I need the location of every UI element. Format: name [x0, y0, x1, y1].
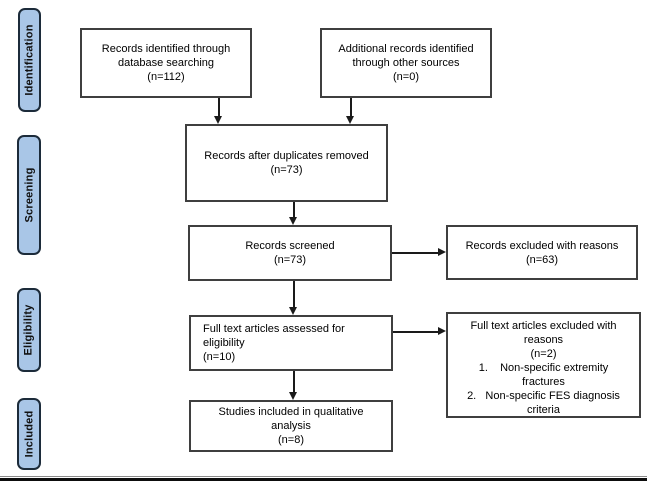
arrow-line	[293, 281, 295, 308]
box-text-line: (n=2)	[530, 348, 557, 360]
box-text-line: Records screened	[245, 240, 335, 252]
arrow-line	[293, 371, 295, 393]
arrowhead-down-icon	[346, 116, 354, 124]
box-text-line: Additional records identified	[338, 43, 474, 55]
arrow-line	[350, 98, 352, 117]
box-text-line: Records excluded with reasons	[465, 239, 619, 252]
stage-label-identification	[18, 8, 41, 112]
box-records-screened	[188, 225, 392, 281]
box-text-line: Studies included in qualitative	[218, 406, 364, 418]
box-text-line: (n=112)	[147, 71, 185, 83]
box-fulltext-assessed	[189, 315, 393, 371]
box-text-line: fractures	[522, 376, 565, 388]
box-studies-included	[189, 400, 393, 452]
box-text-line: (n=63)	[525, 253, 559, 266]
box-fulltext-excluded	[446, 312, 641, 418]
stage-label-screening	[17, 135, 41, 255]
arrow-line	[293, 202, 295, 218]
arrowhead-right-icon	[438, 248, 446, 256]
box-text-line: 1. Non-specific extremity	[478, 362, 609, 374]
box-text-line: Records identified through	[101, 43, 231, 55]
box-text-line: Records after duplicates removed	[204, 150, 369, 162]
box-text-line: (n=73)	[270, 164, 303, 176]
box-text-line: through other sources	[352, 57, 460, 69]
box-additional-records	[320, 28, 492, 98]
box-text-line: 2. Non-specific FES diagnosis	[467, 390, 620, 402]
arrowhead-down-icon	[289, 307, 297, 315]
stage-label-text: Included	[23, 410, 36, 458]
stage-label-text: Identification	[23, 24, 36, 96]
box-text-line: (n=8)	[278, 434, 304, 446]
arrow-line	[393, 331, 439, 333]
box-text-line: (n=0)	[393, 71, 419, 83]
box-duplicates-removed	[185, 124, 388, 202]
stage-label-included	[17, 398, 41, 470]
stage-label-eligibility	[17, 288, 41, 372]
stage-label-text: Eligibility	[23, 304, 35, 356]
arrow-line	[218, 98, 220, 117]
arrowhead-down-icon	[289, 392, 297, 400]
box-text-line: database searching	[117, 57, 214, 69]
box-text-line: reasons	[523, 334, 564, 346]
box-text-line: eligibility	[203, 337, 245, 349]
box-records-identified	[80, 28, 252, 98]
arrowhead-down-icon	[214, 116, 222, 124]
box-text-line: (n=73)	[273, 254, 307, 266]
box-text-line: Full text articles assessed for	[203, 323, 345, 335]
bottom-rule-thin	[0, 476, 647, 477]
box-text-line: Full text articles excluded with	[470, 320, 617, 332]
box-text-line: (n=10)	[203, 351, 236, 363]
box-records-excluded	[446, 225, 638, 280]
box-text-line: analysis	[271, 420, 311, 432]
bottom-rule-thick	[0, 478, 647, 481]
arrowhead-down-icon	[289, 217, 297, 225]
stage-label-text: Screening	[23, 167, 35, 223]
arrowhead-right-icon	[438, 327, 446, 335]
box-text-line: criteria	[526, 404, 560, 416]
arrow-line	[392, 252, 439, 254]
